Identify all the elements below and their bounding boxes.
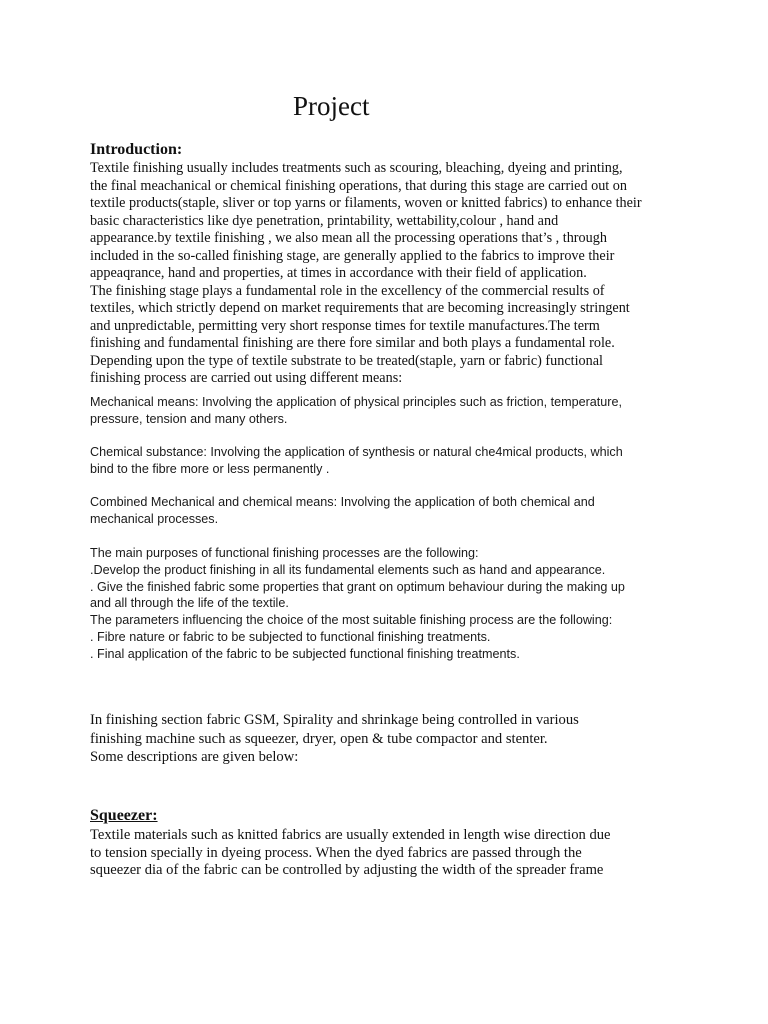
text-line: Textile materials such as knitted fabrics are usually extended in length wise direction due [90, 827, 611, 843]
text-line: squeezer dia of the fabric can be controlled by adjusting the width of the spreader frame [90, 862, 604, 879]
purposes-paragraph [90, 545, 690, 663]
text-line: and all through the life of the textile. [90, 596, 289, 611]
text-line: Some descriptions are given below: [90, 749, 299, 766]
text-line: .Develop the product finishing in all its fundamental elements such as hand and appearance. [90, 562, 606, 577]
text-line: pressure, tension and many others. [90, 411, 288, 426]
text-line: bind to the fibre more or less permanently . [90, 461, 330, 476]
text-line: . Give the finished fabric some properties that grant on optimum behaviour during the making up [90, 579, 625, 594]
text-line: In finishing section fabric GSM, Spirality and shrinkage being controlled in various [90, 712, 579, 728]
text-line: appeaqrance, hand and properties, at times in accordance with their field of application. [90, 265, 587, 281]
chemical-substance-paragraph [90, 444, 690, 478]
intro-paragraph [90, 160, 690, 388]
text-line: textiles, which strictly depend on market requirements that are becoming increasingly stringent [90, 300, 630, 316]
text-line: to tension specially in dyeing process. When the dyed fabrics are passed through the [90, 844, 582, 861]
text-line: appearance.by textile finishing , we also mean all the processing operations that’s , through [90, 230, 607, 246]
combined-means-paragraph [90, 494, 690, 528]
text-line: The finishing stage plays a fundamental role in the excellency of the commercial results of [90, 282, 605, 299]
squeezer-heading: Squeezer: [90, 807, 158, 824]
text-line: Depending upon the type of textile substrate to be treated(staple, yarn or fabric) functional [90, 352, 603, 369]
text-line: mechanical processes. [90, 511, 219, 526]
text-line: The main purposes of functional finishing processes are the following: [90, 546, 479, 560]
text-line: finishing and fundamental finishing are there fore similar and both plays a fundamental role. [90, 335, 615, 351]
text-line: The parameters influencing the choice of the most suitable finishing process are the following: [90, 613, 613, 628]
text-line: Chemical substance: Involving the application of synthesis or natural che4mical products, which [90, 445, 623, 459]
text-line: finishing process are carried out using different means: [90, 370, 403, 386]
text-line: Combined Mechanical and chemical means: Involving the application of both chemical and [90, 495, 595, 509]
text-line: Textile finishing usually includes treatments such as scouring, bleaching, dyeing and printing, [90, 160, 623, 176]
page-title: Project [293, 91, 370, 121]
squeezer-paragraph [90, 827, 690, 880]
text-line: the final meachanical or chemical finishing operations, that during this stage are carried out on [90, 177, 627, 194]
text-line: basic characteristics like dye penetration, printability, wettability,colour , hand and [90, 212, 559, 229]
finishing-section-paragraph [90, 711, 690, 767]
text-line: included in the so-called finishing stage, are generally applied to the fabrics to improve their [90, 247, 615, 264]
text-line: textile products(staple, sliver or top yarns or filaments, woven or knitted fabrics) to enhance their [90, 195, 642, 211]
text-line: Mechanical means: Involving the application of physical principles such as friction, temperature, [90, 395, 623, 409]
text-line: . Fibre nature or fabric to be subjected to functional finishing treatments. [90, 629, 491, 644]
introduction-heading: Introduction: [90, 141, 183, 158]
text-line: . Final application of the fabric to be subjected functional finishing treatments. [90, 646, 520, 661]
text-line: finishing machine such as squeezer, dryer, open & tube compactor and stenter. [90, 730, 548, 747]
text-line: and unpredictable, permitting very short response times for textile manufactures.The term [90, 317, 600, 334]
mechanical-means-paragraph [90, 394, 690, 428]
